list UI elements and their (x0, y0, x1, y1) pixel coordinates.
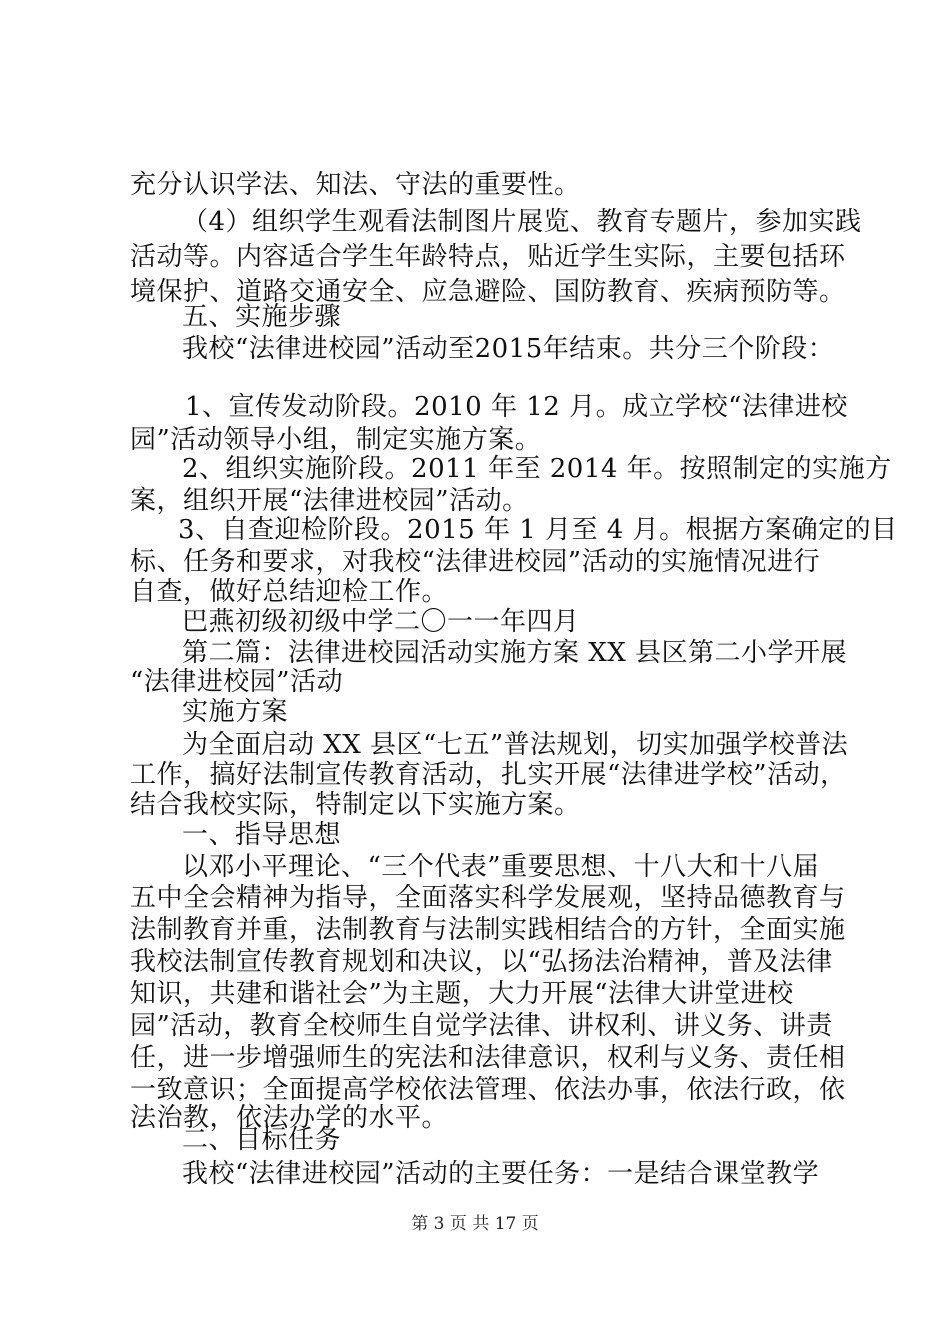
text-line: 结合我校实际，特制定以下实施方案。 (130, 790, 581, 820)
text-line: 境保护、道路交通安全、应急避险、国防教育、疾病预防等。 (130, 277, 846, 307)
text-line: 五中全会精神为指导，全面落实科学发展观，坚持品德教育与 (130, 883, 846, 913)
text-line: 2、组织实施阶段。2011 年至 2014 年。按照制定的实施方 (182, 454, 892, 484)
text-line: 一致意识；全面提高学校依法管理、依法办事，依法行政，依 (130, 1075, 846, 1105)
section-heading: 二、目标任务 (182, 1125, 342, 1155)
text-line: 活动等。内容适合学生年龄特点，贴近学生实际，主要包括环 (130, 242, 846, 272)
text-line: 1、宣传发动阶段。2010 年 12 月。成立学校“法律进校 (185, 392, 848, 422)
section-heading: 一、指导思想 (182, 820, 342, 850)
text-line: 案，组织开展“法律进校园”活动。 (130, 486, 529, 516)
text-line: 法制教育并重，法制教育与法制实践相结合的方针，全面实施 (130, 915, 846, 945)
section-heading: 实施方案 (182, 697, 289, 727)
text-line: 3、自查迎检阶段。2015 年 1 月至 4 月。根据方案确定的目 (178, 515, 898, 545)
text-line: （4）组织学生观看法制图片展览、教育专题片，参加实践 (182, 207, 862, 237)
text-line: 以邓小平理论、“三个代表”重要思想、十八大和十八届 (182, 852, 820, 882)
text-line: 我校法制宣传教育规划和决议，以“弘扬法治精神，普及法律 (130, 947, 833, 977)
text-line: 为全面启动 XX 县区“七五”普法规划，切实加强学校普法 (182, 730, 849, 760)
section-heading: 五、实施步骤 (182, 302, 342, 332)
chapter-title: 第二篇：法律进校园活动实施方案 XX 县区第二小学开展 (182, 638, 848, 668)
page-footer: 第 3 页 共 17 页 (411, 1214, 539, 1234)
text-line: 我校“法律进校园”活动至2015年结束。共分三个阶段： (182, 334, 835, 364)
text-line: 园”活动，教育全校师生自觉学法律、讲权利、讲义务、讲责 (130, 1011, 833, 1041)
text-line: 充分认识学法、知法、守法的重要性。 (130, 170, 581, 200)
text-line: 知识，共建和谐社会”为主题，大力开展“法律大讲堂进校 (130, 979, 794, 1009)
text-line: 任，进一步增强师生的宪法和法律意识，权利与义务、责任相 (130, 1043, 846, 1073)
signature-line: 巴燕初级初级中学二〇一一年四月 (182, 607, 580, 637)
chapter-title: “法律进校园”活动 (130, 667, 344, 697)
text-line: 工作，搞好法制宣传教育活动，扎实开展“法律进学校”活动， (130, 760, 847, 790)
text-line: 法治教，依法办学的水平。 (130, 1103, 449, 1133)
text-line: 自查，做好总结迎检工作。 (130, 577, 449, 607)
text-line: 标、任务和要求，对我校“法律进校园”活动的实施情况进行 (130, 547, 821, 577)
text-line: 我校“法律进校园”活动的主要任务：一是结合课堂教学 (182, 1159, 820, 1189)
text-line: 园”活动领导小组，制定实施方案。 (130, 425, 542, 455)
